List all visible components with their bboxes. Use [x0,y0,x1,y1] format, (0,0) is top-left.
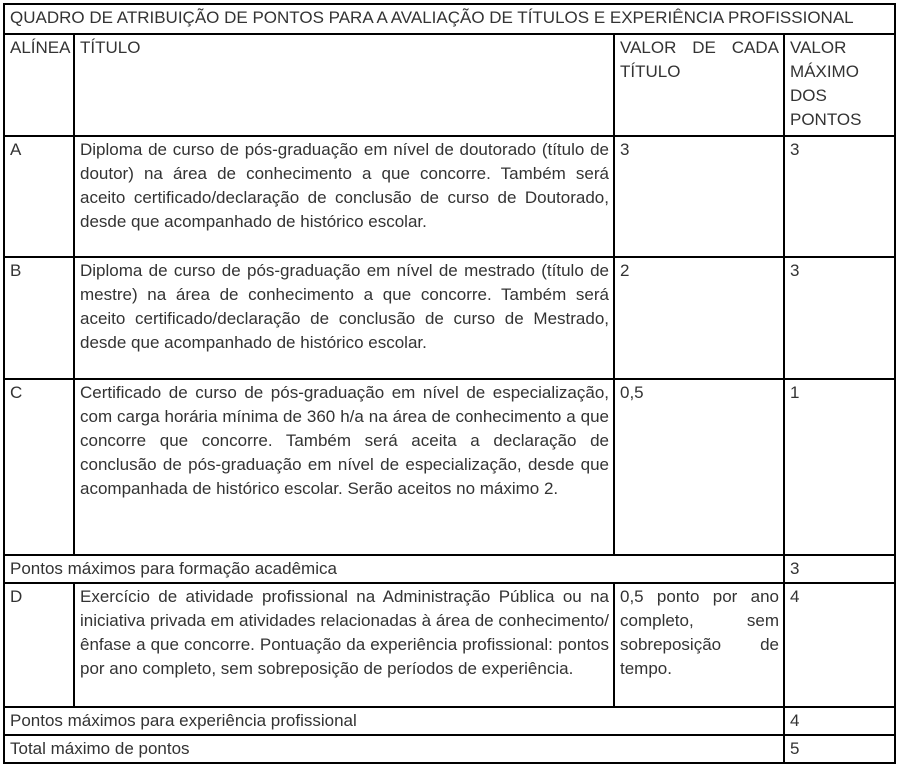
col-header-valor-titulo: VALOR DE CADA TÍTULO [614,34,784,136]
col-header-titulo: TÍTULO [74,34,614,136]
row-c-alinea: C [4,379,74,555]
row-c-maximo: 1 [784,379,895,555]
summary-formacao-value: 3 [784,555,895,583]
row-c-valor: 0,5 [614,379,784,555]
table-title: QUADRO DE ATRIBUIÇÃO DE PONTOS PARA A AVALIAÇÃO DE TÍTULOS E EXPERIÊNCIA PROFISSIONAL [4,4,895,34]
table-row-d [4,583,895,707]
col-header-valor-maximo: VALOR MÁXIMO DOS PONTOS [784,34,895,136]
row-d-titulo: Exercício de atividade profissional na Administração Pública ou na iniciativa privada em atividades relacionadas à área de conhecimento/ênfase a que concorre. Pontuação da experiência profissional: pontos por ano completo, sem sobreposição de períodos de experiência. [74,583,614,707]
row-d-maximo: 4 [784,583,895,707]
row-b-alinea: B [4,257,74,379]
summary-row-experiencia-profissional [4,707,895,735]
table-row-b [4,257,895,379]
row-b-valor: 2 [614,257,784,379]
summary-formacao-label: Pontos máximos para formação acadêmica [4,555,784,583]
row-a-maximo: 3 [784,136,895,257]
table-header-row [4,34,895,136]
row-d-valor: 0,5 ponto por ano completo, sem sobreposição de tempo. [614,583,784,707]
row-b-maximo: 3 [784,257,895,379]
table-row-c [4,379,895,555]
row-c-titulo: Certificado de curso de pós-graduação em nível de especialização, com carga horária mínima de 360 h/a na área de conhecimento a que concorre que concorre. Também será aceita a declaração de conclusão de pós-graduação em nível de especialização, desde que acompanhada de histórico escolar. Serão aceitos no máximo 2. [74,379,614,555]
row-d-alinea: D [4,583,74,707]
row-a-valor: 3 [614,136,784,257]
summary-total-value: 5 [784,735,895,763]
points-attribution-table [3,3,896,764]
table-row-a [4,136,895,257]
summary-row-total [4,735,895,763]
row-a-alinea: A [4,136,74,257]
row-b-titulo: Diploma de curso de pós-graduação em nível de mestrado (título de mestre) na área de conhecimento a que concorre. Também será aceito certificado/declaração de conclusão de curso de Mestrado, desde que acompanhado de histórico escolar. [74,257,614,379]
row-a-titulo: Diploma de curso de pós-graduação em nível de doutorado (título de doutor) na área de conhecimento a que concorre. Também será aceito certificado/declaração de conclusão de curso de Doutorado, desde que acompanhado de histórico escolar. [74,136,614,257]
table-title-row [4,4,895,34]
col-header-alinea: ALÍNEA [4,34,74,136]
summary-experiencia-label: Pontos máximos para experiência profissional [4,707,784,735]
summary-total-label: Total máximo de pontos [4,735,784,763]
summary-row-formacao-academica [4,555,895,583]
summary-experiencia-value: 4 [784,707,895,735]
